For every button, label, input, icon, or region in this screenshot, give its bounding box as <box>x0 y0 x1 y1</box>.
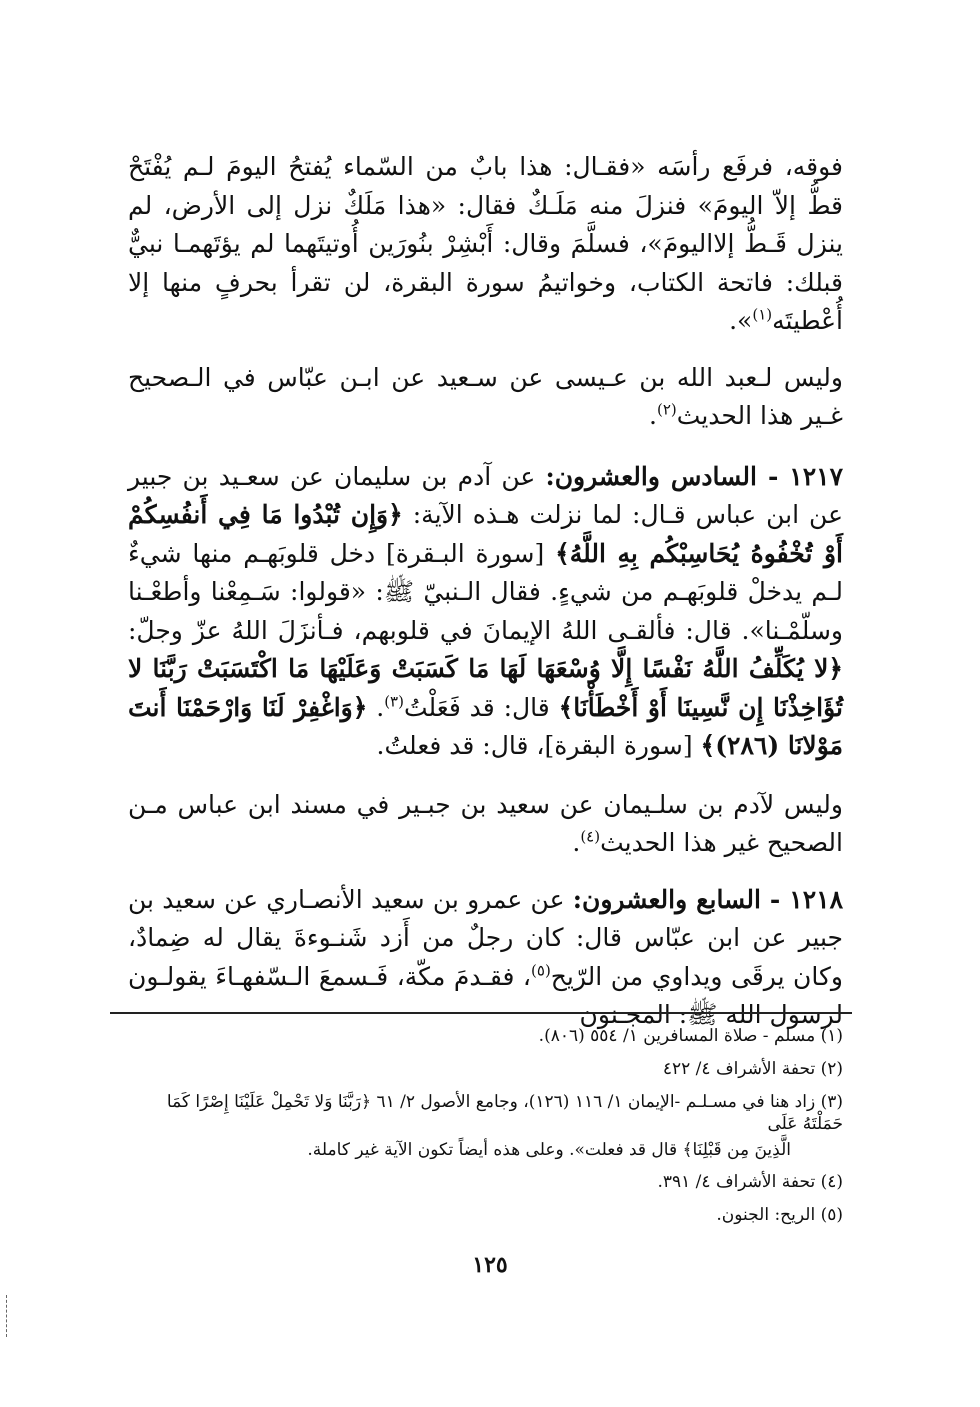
paragraph-2-text: وليس لـعبد الله بن عـيسى عن سـعيد عن ابـن عبّاس في الـصحيح غـير هذا الحديث <box>128 362 843 430</box>
quran-verse-3: ﴿وَاغْفِرْ لَنَا وَارْحَمْنَا أَنتَ مَوْلانَا (٢٨٦)﴾ <box>128 692 843 760</box>
footnote-5: (٥) الريح: الجنون. <box>716 1205 843 1225</box>
paragraph-1-text: فوقه، فرفَع رأسَه «فقـال: هذا بابٌ من السّماء يُفتحُ اليومَ لـم يُفْتَحْ قطُّ إلاّ اليومَ» فنزلَ منه مَلَـكٌ فقال: «هذا مَلَكٌ نزل إلى الأرض، لم ينزل قَـطُّ إلااليومَ»، فسلَّمَ وقال: أَبْشِرْ بنُورَين أُوتيتَهما لم يؤتَهمـا نبيٌّ قبلك: فاتحة الكتاب، وخواتيمُ سورة البقرة، لن تقرأ بحرفٍ منها إلا أُعْطيتَه <box>128 152 843 335</box>
hadith-1217-text-d: . <box>367 692 385 722</box>
hadith-1217 <box>128 458 843 766</box>
hadith-1217-heading: ١٢١٧ - السادس والعشرون: <box>545 461 843 491</box>
paragraph-2-end: . <box>649 401 657 430</box>
hadith-1217-text-a: عن آدم بن سليمان عن سعـيد بن جبير عن ابن عباس قـال: لما نزلت هـذه الآية: <box>128 461 843 529</box>
hadith-1217-text-e: [سورة البقرة]، قال: قد فعلتُ. <box>376 731 701 760</box>
quran-verse-2: ﴿لا يُكَلِّفُ اللَّهُ نَفْسًا إِلَّا وُسْعَهَا لَهَا مَا كَسَبَتْ وَعَلَيْهَا مَا اكْتَسَبَتْ رَبَّنَا لا تُؤَاخِذْنَا إِن نَّسِينَا أَوْ أَخْطَأْنَا﴾ <box>128 654 843 722</box>
footnote-3-continued: الَّذِينَ مِن قَبْلِنَا﴾ قال قد فعلت». وعلى هذه أيضاً تكون الآية غير كاملة. <box>307 1140 791 1160</box>
footnote-ref-2[interactable]: (٢) <box>657 400 677 419</box>
paragraph-1 <box>128 148 843 341</box>
hadith-1218-heading: ١٢١٨ - السابع والعشرون: <box>572 884 843 914</box>
hadith-1218-text-a: عن عمرو بن سعيد الأنصـاري عن سعيد بن جبير عن ابن عبّاس قال: كان رجلٌ من أَزد شَنـوءةَ يقال له ضِمادٌ، وكان يرقَى ويداوي من الرّيح <box>128 884 843 991</box>
paragraph-4-text: وليس لآدم بن سلـيمان عن سعيد بن جبـير في مسند ابن عباس مـن الصحيح غير هذا الحديث <box>128 789 843 857</box>
footnote-ref-1[interactable]: (١) <box>752 305 773 324</box>
footnote-4: (٤) تحفة الأشراف ٤/ ٣٩١. <box>657 1172 843 1192</box>
scan-margin-mark <box>6 1295 7 1337</box>
main-text <box>128 148 843 1051</box>
footnote-2: (٢) تحفة الأشراف ٤/ ٤٢٢ <box>662 1059 843 1079</box>
footnote-3: (٣) زاد هنا في مسـلـم -الإيمان ١/ ١١٦ (١٢٦)، وجامع الأصول ٢/ ٦١ ﴿رَبَّنَا وَلا تَحْمِلْ عَلَيْنَا إِصْرًا كَمَا حَمَلْتَهُ عَلَى <box>166 1092 843 1134</box>
paragraph-4-end: . <box>572 828 581 857</box>
footnote-1: (١) مسلم - صلاة المسافرين ١/ ٥٥٤ (٨٠٦). <box>538 1026 843 1046</box>
paragraph-4 <box>128 786 843 863</box>
paragraph-1-end: ». <box>729 306 753 335</box>
footnote-ref-5[interactable]: (٥) <box>531 961 551 980</box>
footnotes <box>128 1025 843 1237</box>
hadith-1218-text-b: ، فقـدمَ مكّة، فَـسمعَ الـسّفهـاءَ يقولـون لرسول الله ﷺ: المجـنون <box>128 961 843 1029</box>
page-number: ١٢٥ <box>472 1252 508 1278</box>
footnote-divider <box>110 1012 852 1014</box>
footnote-ref-4[interactable]: (٤) <box>580 827 601 846</box>
quran-verse-1: ﴿وَإِن تُبْدُوا مَا فِي أَنفُسِكُمْ أَوْ تُخْفُوهُ يُحَاسِبْكُم بِهِ اللَّهُ﴾ <box>128 500 843 568</box>
footnote-ref-3[interactable]: (٣) <box>384 692 404 711</box>
hadith-1217-text-b: [سورة البـقرة] دخل قلوبَهـم منها شيءٌ لـم يدخلْ قلوبَهـم من شيءٍ. فقال الـنبيّ ﷺ: «قولوا: سَـمِعْنا وأطعْـنا وسلّمْـنا». قال: فألقـى اللهُ الإيمانَ في قلوبهم، فـأنزَلَ اللهُ عزّ وجلّ: <box>128 538 843 645</box>
hadith-1217-text-c: قال: قد فَعَلْتُ <box>403 692 559 722</box>
paragraph-2 <box>128 359 843 436</box>
